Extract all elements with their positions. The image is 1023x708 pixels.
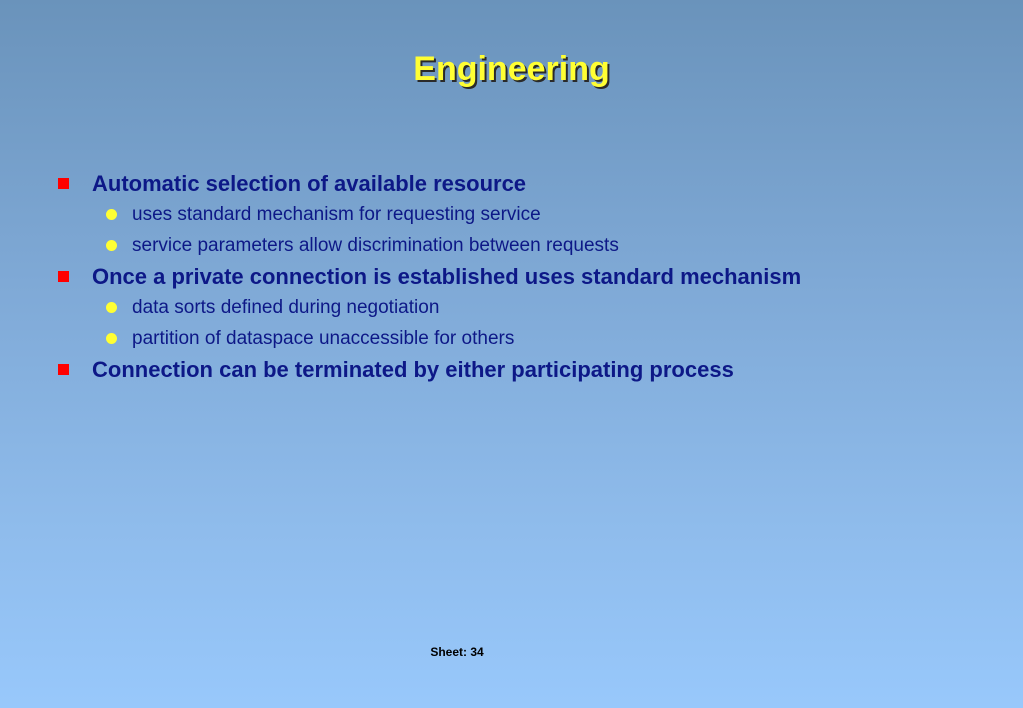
bullet-item (56, 354, 996, 385)
yellow-dot-bullet-icon (106, 302, 117, 313)
sub-bullet-text: service parameters allow discrimination between requests (132, 235, 619, 256)
yellow-dot-bullet-icon (106, 240, 117, 251)
bullet-text: Once a private connection is established uses standard mechanism (92, 264, 802, 289)
sub-bullet-item (56, 230, 996, 261)
sub-bullet-text: data sorts defined during negotiation (132, 297, 440, 318)
bullet-item (56, 168, 996, 199)
red-square-bullet-icon (58, 271, 69, 282)
bullet-list (56, 168, 996, 385)
sub-bullet-item (56, 199, 996, 230)
sheet-number: Sheet: 34 (430, 645, 484, 659)
red-square-bullet-icon (58, 364, 69, 375)
bullet-text: Automatic selection of available resource (92, 171, 527, 196)
sub-bullet-text: uses standard mechanism for requesting service (132, 204, 541, 225)
sub-bullet-text: partition of dataspace unaccessible for others (132, 328, 515, 349)
sub-bullet-item (56, 323, 996, 354)
sub-bullet-item (56, 292, 996, 323)
slide-title: Engineering (413, 50, 610, 88)
bullet-item (56, 261, 996, 292)
yellow-dot-bullet-icon (106, 333, 117, 344)
bullet-text: Connection can be terminated by either participating process (92, 357, 734, 382)
yellow-dot-bullet-icon (106, 209, 117, 220)
red-square-bullet-icon (58, 178, 69, 189)
